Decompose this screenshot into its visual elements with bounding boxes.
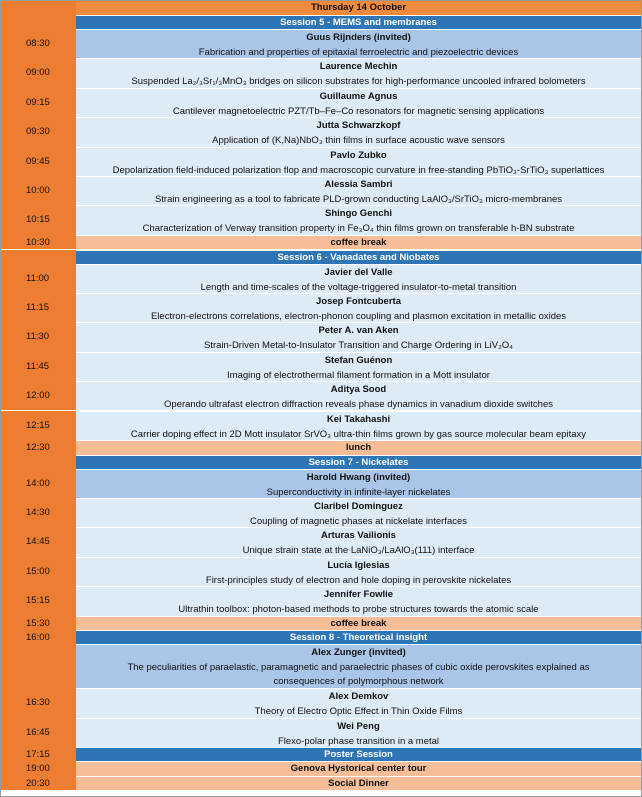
time-cell (0, 469, 76, 498)
time-label: 09:30 (26, 126, 50, 138)
time-label: 16:30 (26, 697, 50, 709)
speaker-name: Pavlo Zubko (330, 149, 387, 161)
session-title-cell (76, 250, 641, 264)
talk-row (0, 147, 642, 176)
session-title: Session 7 - Nickelates (308, 456, 409, 468)
time-cell (0, 352, 76, 381)
talk-cell (76, 88, 641, 117)
time-cell (0, 381, 76, 410)
speaker-name: Peter A. van Aken (318, 325, 399, 337)
talk-row (0, 117, 642, 146)
talk-cell (76, 381, 641, 410)
talk-cell (76, 117, 641, 146)
session-title-cell (76, 455, 641, 469)
time-cell (0, 322, 76, 351)
time-label: 14:00 (26, 477, 50, 489)
session-title: Session 6 - Vanadates and Niobates (277, 251, 440, 263)
speaker-name: Jennifer Fowlie (323, 589, 394, 601)
talk-title: Characterization of Verway transition property in Fe₃O₄ thin films grown on transferable h-BN substrate (142, 223, 575, 235)
break-row (0, 440, 642, 455)
time-cell (0, 557, 76, 586)
time-cell (0, 527, 76, 556)
session-title-cell (76, 15, 641, 29)
break-row (0, 616, 642, 631)
talk-row (0, 58, 642, 87)
speaker-name: Guus Rijnders (invited) (306, 32, 411, 43)
time-cell (0, 235, 76, 250)
break-row (0, 761, 642, 776)
day-header (76, 0, 641, 15)
talk-cell (76, 586, 641, 615)
time-cell (0, 117, 76, 146)
time-label: 08:30 (26, 38, 50, 49)
speaker-name: Alessia Sambri (324, 179, 393, 190)
break-cell (76, 616, 641, 631)
time-label: 12:30 (26, 441, 50, 453)
time-label: 11:45 (26, 360, 50, 372)
talk-cell (76, 352, 641, 381)
invited-talk-row (0, 469, 642, 498)
talk-title: Length and time-scales of the voltage-triggered insulator-to-metal transition (200, 281, 517, 293)
break-cell (76, 235, 641, 250)
speaker-name: Harold Hwang (invited) (306, 471, 411, 483)
time-cell (0, 747, 76, 761)
time-cell (0, 58, 76, 87)
talk-cell (76, 527, 641, 556)
talk-cell (76, 557, 641, 586)
invited-talk-row (0, 29, 642, 58)
break-label: lunch (345, 441, 372, 453)
time-cell (0, 250, 76, 264)
talk-title: The peculiarities of paraelastic, paramagnetic and paraelectric phases of cubic oxide perovskites explained as (127, 662, 590, 674)
talk-cell (76, 205, 641, 234)
talk-title: Superconductivity in infinite-layer nickelates (266, 486, 451, 498)
time-label: 14:45 (26, 536, 50, 548)
talk-title: Flexo-polar phase transition in a metal (277, 735, 440, 747)
talk-cell (76, 176, 641, 205)
speaker-name: Shingo Genchi (324, 208, 393, 220)
time-cell (0, 761, 76, 776)
talk-row (0, 322, 642, 351)
talk-title: Cantilever magnetoelectric PZT/Tb–Fe–Co resonators for magnetic sensing applications (172, 105, 545, 117)
talk-cell (76, 469, 641, 498)
talk-cell (76, 29, 641, 58)
time-cell (0, 440, 76, 455)
talk-title: Unique strain state at the LaNiO₃/LaAlO₃(111) interface (242, 545, 475, 557)
talk-cell (76, 688, 641, 717)
break-cell (76, 761, 641, 776)
time-label: 10:15 (26, 214, 50, 226)
talk-row (0, 557, 642, 586)
time-cell (0, 411, 76, 440)
talk-row (0, 264, 642, 293)
time-cell (0, 455, 76, 469)
session-header-row (0, 15, 642, 29)
talk-title: Strain-Driven Metal-to-Insulator Transition and Charge Ordering in LiV₂O₄ (203, 340, 514, 352)
time-label: 14:30 (26, 507, 50, 518)
time-cell (0, 0, 76, 15)
speaker-name: Guillaume Agnus (319, 90, 398, 102)
talk-title: Strain engineering as a tool to fabricate PLD-grown conducting LaAlO₃/SrTiO₃ micro-membranes (154, 194, 563, 205)
break-row (0, 776, 642, 791)
session-title: Poster Session (324, 749, 393, 761)
speaker-name: Alex Demkov (328, 691, 389, 703)
speaker-name: Jutta Schwarzkopf (316, 120, 401, 132)
time-label: 10:00 (26, 185, 50, 196)
time-cell (0, 644, 76, 688)
talk-cell (76, 293, 641, 322)
time-label: 15:00 (26, 565, 50, 577)
talk-row (0, 498, 642, 527)
talk-title: First-principles study of electron and hole doping in perovskite nickelates (205, 574, 512, 586)
speaker-name: Lucía Iglesias (327, 559, 390, 571)
invited-talk-row (0, 644, 642, 688)
talk-cell (76, 644, 641, 688)
time-label: 19:00 (26, 763, 50, 775)
talk-title: Coupling of magnetic phases at nickelate interfaces (249, 516, 468, 527)
session-header-row (0, 250, 642, 264)
speaker-name: Kei Takahashi (326, 413, 391, 425)
talk-title: Theory of Electro Optic Effect in Thin Oxide Films (254, 706, 463, 718)
day-title: Thursday 14 October (310, 2, 407, 13)
time-label: 17:15 (26, 749, 50, 761)
session-header-row (0, 455, 642, 469)
time-cell (0, 264, 76, 293)
speaker-name: Arturas Vailionis (321, 530, 396, 542)
time-cell (0, 205, 76, 234)
time-label: 10:30 (26, 236, 50, 248)
talk-title-continued: consequences of polymorphous network (273, 676, 444, 688)
day-header-row (0, 0, 642, 15)
break-label: Genova Hystorical center tour (290, 763, 427, 775)
talk-title: Imaging of electrothermal filament formation in a Mott insulator (227, 369, 490, 381)
session-title-cell (76, 630, 641, 644)
talk-title: Electron-electrons correlations, electron-phonon coupling and plasmon excitation in metallic oxides (150, 310, 567, 322)
speaker-name: Claribel Dominguez (314, 501, 403, 512)
speaker-name: Aditya Sood (330, 384, 387, 396)
talk-cell (76, 264, 641, 293)
speaker-name: Wei Peng (337, 720, 380, 732)
talk-cell (76, 411, 641, 440)
talk-title: Depolarization field-induced polarization flop and macroscopic curvature in free-standing PbTiO₃-SrTiO₃ superlattices (112, 164, 605, 176)
talk-row (0, 411, 642, 440)
time-label: 11:30 (26, 331, 50, 343)
talk-cell (76, 58, 641, 87)
time-label: 16:00 (26, 632, 50, 644)
talk-row (0, 176, 642, 205)
speaker-name: Alex Zunger (invited) (311, 647, 406, 659)
speaker-name: Javier del Valle (324, 266, 393, 278)
speaker-name: Stefan Guénon (324, 354, 393, 366)
time-cell (0, 147, 76, 176)
time-cell (0, 88, 76, 117)
session-title: Session 5 - MEMS and membranes (280, 17, 437, 28)
time-label: 09:00 (26, 67, 50, 79)
time-label: 15:30 (26, 617, 50, 629)
time-cell (0, 776, 76, 791)
talk-title: Operando ultrafast electron diffraction reveals phase dynamics in vanadium dioxide switches (163, 399, 553, 411)
time-cell (0, 630, 76, 644)
time-cell (0, 29, 76, 58)
time-label: 09:45 (26, 155, 50, 167)
time-label: 12:15 (26, 419, 50, 431)
talk-row (0, 527, 642, 556)
talk-row (0, 381, 642, 410)
talk-title: Suspended La₂/₃Sr₁/₃MnO₃ bridges on silicon substrates for high-performance uncooled infrared bolometers (131, 76, 586, 88)
session-header-row (0, 747, 642, 761)
talk-row (0, 205, 642, 234)
time-label: 11:00 (26, 272, 50, 284)
talk-row (0, 352, 642, 381)
talk-cell (76, 498, 641, 527)
time-label: 20:30 (26, 777, 50, 789)
break-label: coffee break (330, 236, 387, 248)
break-label: Social Dinner (328, 777, 389, 789)
break-row (0, 235, 642, 250)
talk-row (0, 718, 642, 747)
session-title-cell (76, 747, 641, 761)
time-label: 16:45 (26, 726, 50, 738)
speaker-name: Laurence Mechin (319, 61, 398, 73)
talk-row (0, 293, 642, 322)
talk-title: Ultrathin toolbox: photon-based methods to probe structures towards the atomic scale (178, 604, 539, 616)
talk-cell (76, 322, 641, 351)
time-cell (0, 15, 76, 29)
time-label: 09:15 (26, 96, 50, 108)
break-cell (76, 776, 641, 791)
time-label: 12:00 (26, 390, 50, 402)
time-label: 15:15 (26, 595, 50, 607)
time-cell (0, 688, 76, 717)
talk-row (0, 586, 642, 615)
time-label: 11:15 (26, 301, 50, 313)
time-cell (0, 586, 76, 615)
speaker-name: Josep Fontcuberta (316, 295, 401, 307)
talk-cell (76, 147, 641, 176)
talk-row (0, 88, 642, 117)
talk-title: Carrier doping effect in 2D Mott insulator SrVO₃ ultra-thin films grown by gas source molecular beam epitaxy (130, 428, 587, 440)
talk-title: Application of (K,Na)NbO₃ thin films in surface acoustic wave sensors (212, 135, 505, 147)
talk-title: Fabrication and properties of epitaxial ferroelectric and piezoelectric devices (198, 47, 519, 58)
session-title: Session 8 - Theoretical insight (289, 632, 428, 644)
talk-row (0, 688, 642, 717)
talk-cell (76, 718, 641, 747)
time-cell (0, 718, 76, 747)
time-cell (0, 616, 76, 631)
break-label: coffee break (330, 617, 387, 629)
time-cell (0, 293, 76, 322)
time-cell (0, 498, 76, 527)
break-cell (76, 440, 641, 455)
session-header-row (0, 630, 642, 644)
time-cell (0, 176, 76, 205)
